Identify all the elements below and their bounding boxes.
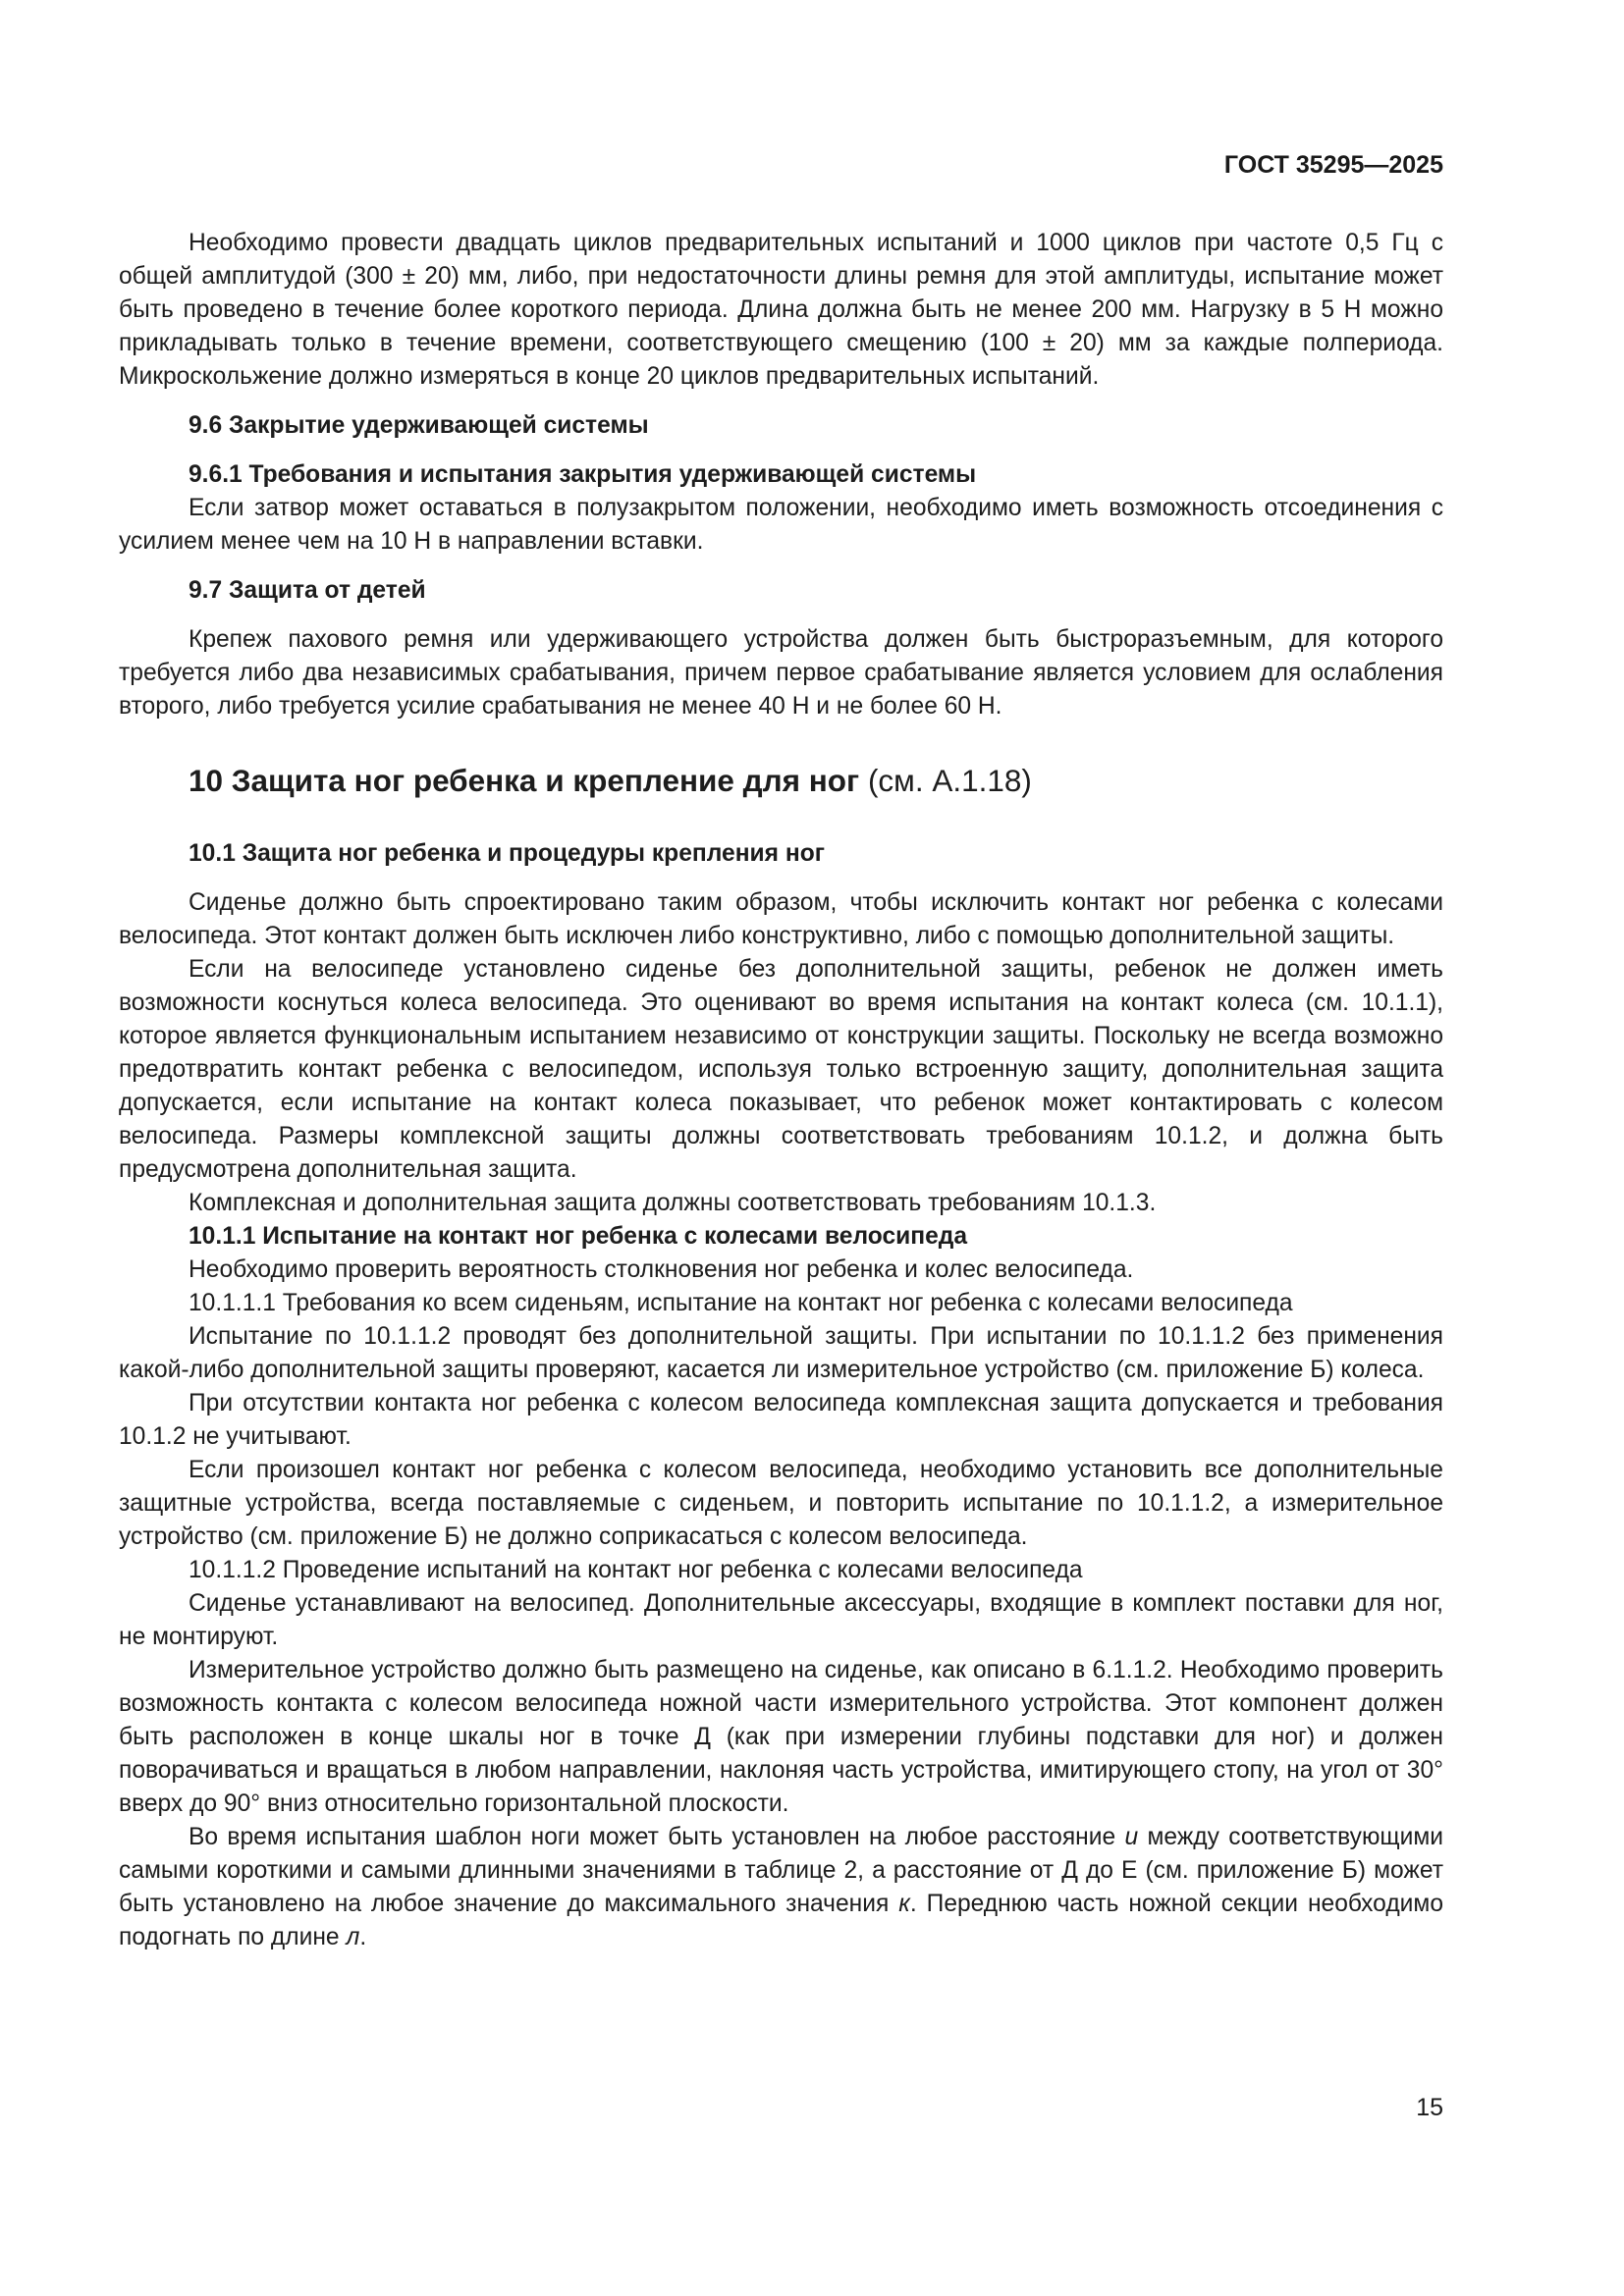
heading-9-6-1: 9.6.1 Требования и испытания закрытия удерживающей системы bbox=[189, 461, 977, 488]
paragraph-9-6-1: Если затвор может оставаться в полузакрытом положении, необходимо иметь возможность отсоединения с усилием менее чем на 10 Н в направлении вставки. bbox=[119, 495, 1443, 555]
template-text-1: Во время испытания шаблон ноги может быть установлен на любое расстояние bbox=[189, 1824, 1125, 1850]
paragraph-10-1-1-1-no-contact: При отсутствии контакта ног ребенка с колесом велосипеда комплексная защита допускается и требования 10.1.2 не учитывают. bbox=[119, 1390, 1443, 1450]
template-text-4: . bbox=[359, 1924, 367, 1950]
variable-k: к bbox=[898, 1891, 910, 1917]
paragraph-10-1-1: Необходимо проверить вероятность столкновения ног ребенка и колес велосипеда. bbox=[189, 1256, 1134, 1283]
paragraph-10-1-1-2-seat: Сиденье устанавливают на велосипед. Дополнительные аксессуары, входящие в комплект поставки для ног, не монтируют. bbox=[119, 1590, 1443, 1650]
variable-l: л bbox=[346, 1924, 360, 1950]
page-number: 15 bbox=[1416, 2094, 1443, 2121]
variable-u: u bbox=[1124, 1824, 1139, 1850]
template-text-2: между соответствующими самыми короткими и самыми длинными значениями в таблице 2, а расстояние от Д до Е (см. приложение Б) может быть установлено на любое значение до максимального значения bbox=[119, 1824, 1444, 1917]
heading-section-10 bbox=[119, 761, 1443, 800]
document-id-header: ГОСТ 35295—2025 bbox=[1223, 151, 1443, 179]
template-text-3: . Переднюю часть ножной секции необходимо подогнать по длине bbox=[119, 1891, 1443, 1950]
clause-10-1-1-1: 10.1.1.1 Требования ко всем сиденьям, испытание на контакт ног ребенка с колесами велосипеда bbox=[189, 1290, 1293, 1316]
heading-9-6: 9.6 Закрытие удерживающей системы bbox=[189, 412, 649, 439]
page-body bbox=[119, 227, 1443, 1954]
paragraph-10-1-design: Сиденье должно быть спроектировано таким образом, чтобы исключить контакт ног ребенка с колесами велосипеда. Этот контакт должен быть исключен либо конструктивно, либо с помощью дополнительной защиты. bbox=[119, 889, 1443, 949]
heading-9-7: 9.7 Защита от детей bbox=[189, 577, 426, 604]
heading-10-1-1: 10.1.1 Испытание на контакт ног ребенка с колесами велосипеда bbox=[189, 1223, 968, 1250]
paragraph-10-1-1-2-template bbox=[119, 1821, 1443, 1954]
paragraph-10-1-no-protection: Если на велосипеде установлено сиденье без дополнительной защиты, ребенок не должен иметь возможности коснуться колеса велосипеда. Это оценивают во время испытания на контакт колеса (см. 10.1.1), которое является функциональным испытанием независимо от конструкции защиты. Поскольку не всегда возможно предотвратить контакт ребенка с велосипедом, используя только встроенную защиту, дополнительная защита допускается, если испытание на контакт колеса показывает, что ребенок может контактировать с колесом велосипеда. Размеры комплексной защиты должны соответствовать требованиям 10.1.2, и должна быть предусмотрена дополнительная защита. bbox=[119, 956, 1443, 1183]
heading-section-10-reference: (см. А.1.18) bbox=[867, 763, 1032, 798]
clause-10-1-1-2: 10.1.1.2 Проведение испытаний на контакт ног ребенка с колесами велосипеда bbox=[189, 1557, 1083, 1583]
heading-10-1: 10.1 Защита ног ребенка и процедуры крепления ног bbox=[189, 840, 825, 867]
paragraph-10-1-1-1-test: Испытание по 10.1.1.2 проводят без дополнительной защиты. При испытании по 10.1.1.2 без применения какой-либо дополнительной защиты проверяют, касается ли измерительное устройство (см. приложение Б) колеса. bbox=[119, 1323, 1443, 1383]
paragraph-test-cycles: Необходимо провести двадцать циклов предварительных испытаний и 1000 циклов при частоте 0,5 Гц с общей амплитудой (300 ± 20) мм, либо, при недостаточности длины ремня для этой амплитуды, испытание может быть проведено в течение более короткого периода. Длина должна быть не менее 200 мм. Нагрузку в 5 Н можно прикладывать только в течение времени, соответствующего смещению (100 ± 20) мм за каждые полпериода. Микроскольжение должно измеряться в конце 20 циклов предварительных испытаний. bbox=[119, 230, 1443, 390]
paragraph-9-7: Крепеж пахового ремня или удерживающего устройства должен быть быстроразъемным, для которого требуется либо два независимых срабатывания, причем первое срабатывание является условием для ослабления второго, либо требуется усилие срабатывания не менее 40 Н и не более 60 Н. bbox=[119, 626, 1443, 720]
paragraph-10-1-1-1-contact: Если произошел контакт ног ребенка с колесом велосипеда, необходимо установить все дополнительные защитные устройства, всегда поставляемые с сиденьем, и повторить испытание по 10.1.1.2, а измерительное устройство (см. приложение Б) не должно соприкасаться с колесом велосипеда. bbox=[119, 1457, 1443, 1550]
paragraph-10-1-complex-protection: Комплексная и дополнительная защита должны соответствовать требованиям 10.1.3. bbox=[189, 1190, 1157, 1216]
heading-section-10-title: 10 Защита ног ребенка и крепление для ног bbox=[189, 763, 860, 798]
paragraph-10-1-1-2-device: Измерительное устройство должно быть размещено на сиденье, как описано в 6.1.1.2. Необходимо проверить возможность контакта с колесом велосипеда ножной части измерительного устройства. Этот компонент должен быть расположен в конце шкалы ног в точке Д (как при измерении глубины подставки для ног) и должен поворачиваться и вращаться в любом направлении, наклоняя часть устройства, имитирующего стопу, на угол от 30° вверх до 90° вниз относительно горизонтальной плоскости. bbox=[119, 1657, 1443, 1817]
